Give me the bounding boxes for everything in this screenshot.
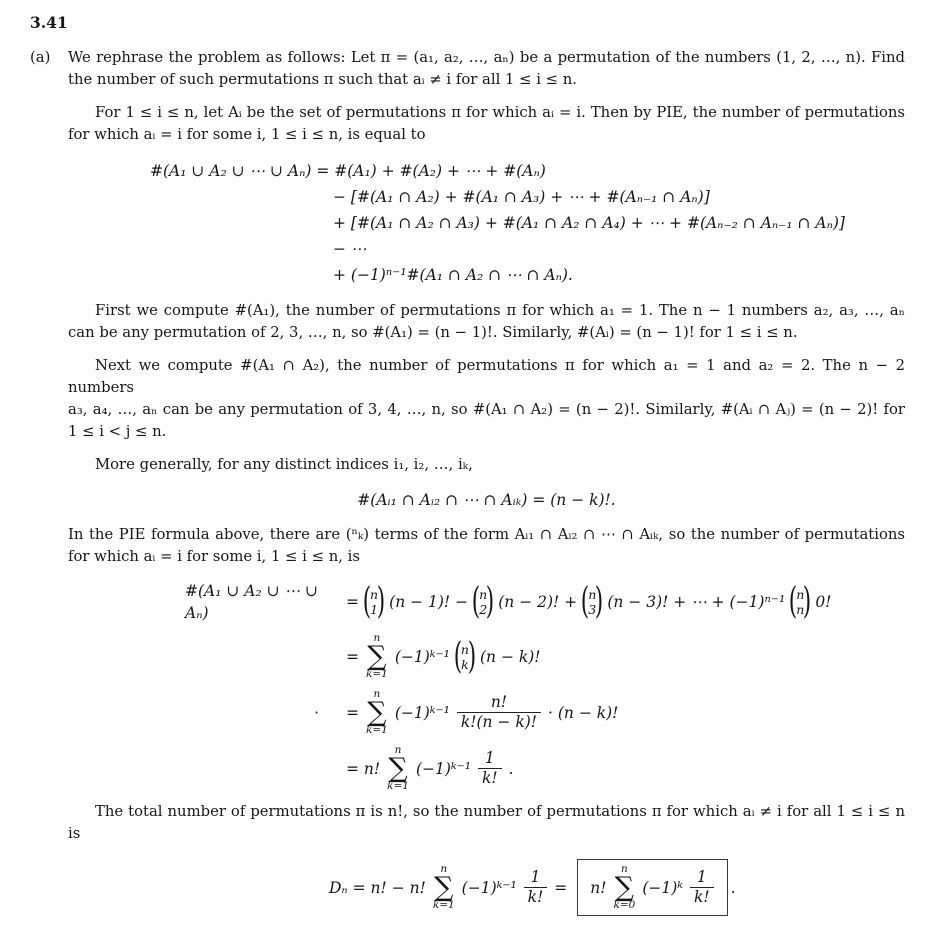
text-line: In the PIE formula above, there are (ⁿₖ) terms of the form Aᵢ₁ ∩ Aᵢ₂ ∩ ⋯ ∩ Aᵢₖ, so the number of permutations [68, 526, 905, 543]
fraction-numerator: 1 [530, 868, 541, 886]
fraction [524, 868, 548, 907]
eq-line: − [#(A₁ ∩ A₂) + #(A₁ ∩ A₃) + ⋯ + #(Aₙ₋₁ ∩ Aₙ)] [333, 188, 710, 206]
sigma-symbol: ∑ [434, 872, 454, 903]
text-line: For 1 ≤ i ≤ n, let Aᵢ be the set of permutations π for which aᵢ = i. Then by PIE, the number of permutations [95, 104, 905, 121]
boxed-answer [577, 859, 727, 916]
text-line: for which aᵢ = i for some i, 1 ≤ i ≤ n, is [68, 548, 360, 565]
binom-top: n [588, 587, 597, 602]
text-line: is [68, 825, 81, 842]
close-paren: ) [486, 581, 495, 622]
eq-term: (−1)ᵏ⁻¹ [394, 647, 450, 666]
fraction-denominator: k! [478, 768, 502, 788]
paragraph-setup [68, 102, 905, 146]
equals-sign: = [346, 593, 359, 611]
paragraph-intro [68, 47, 905, 91]
text-line: First we compute #(A₁), the number of permutations π for which a₁ = 1. The n − 1 numbers a₂, a₃, …, aₙ [95, 302, 905, 319]
paragraph-next-compute [68, 355, 905, 443]
binom-top: n [479, 587, 488, 602]
sum-upper-limit: n [394, 744, 402, 756]
solution-part-a [30, 47, 905, 916]
eq-term: (−1)ᵏ⁻¹ [394, 703, 450, 722]
eq-term: (−1)ᵏ [642, 878, 683, 897]
text-line: The total number of permutations π is n!, so the number of permutations π for which aᵢ ≠ i for all 1 ≤ i ≤ n [95, 803, 905, 820]
eq-row-sum-binomial [185, 633, 905, 680]
eq-term: . [508, 759, 514, 778]
eq-term: (n − 3)! + ⋯ + (−1)ⁿ⁻¹ [607, 593, 786, 611]
binom-bottom: k [461, 656, 469, 672]
open-paren: ( [362, 581, 372, 622]
display-eq-union-sum [185, 580, 905, 792]
sum-lower-limit: k=1 [432, 899, 455, 911]
sum-upper-limit: n [373, 688, 381, 700]
eq-term: n! [590, 878, 607, 897]
text-line: the number of such permutations π such that aᵢ ≠ i for all 1 ≤ i ≤ n. [68, 71, 578, 88]
eq-lhs: Dₙ = n! − n! [329, 878, 426, 897]
fraction-denominator: k!(n − k)! [457, 712, 541, 732]
eq-line: − ⋯ [333, 240, 367, 258]
text-line: a₃, a₄, …, aₙ can be any permutation of 3, 4, …, n, so #(A₁ ∩ A₂) = (n − 2)!. Similarly, #(Aᵢ ∩ Aⱼ) = (n − 2)! for [68, 401, 905, 418]
binom-top: n [460, 641, 469, 657]
close-paren: ) [376, 581, 386, 622]
open-paren: ( [471, 581, 481, 622]
open-paren: ( [788, 581, 798, 622]
text-line: can be any permutation of 2, 3, …, n, so #(A₁) = (n − 1)!. Similarly, #(Aᵢ) = (n − 1)! for 1 ≤ i ≤ n. [68, 324, 798, 341]
sum-lower-limit: k=1 [366, 724, 388, 736]
binomial-coefficient [471, 581, 495, 622]
binom-bottom: n [796, 602, 805, 617]
summation [366, 689, 388, 736]
eq-term: (−1)ᵏ⁻¹ [461, 878, 517, 897]
binomial-coefficient [580, 581, 604, 622]
eq-row-binomials [185, 580, 905, 624]
text-line: Next we compute #(A₁ ∩ A₂), the number of permutations π for which a₁ = 1 and a₂ = 2. The n − 2 numbers [68, 357, 905, 396]
eq-row-factored [185, 745, 905, 792]
sum-lower-limit: k=1 [366, 668, 388, 680]
fraction [478, 749, 502, 788]
binom-top: n [796, 587, 805, 602]
eq-term: 0! [815, 593, 832, 611]
fraction-numerator: 1 [484, 749, 495, 767]
fraction [690, 868, 714, 907]
open-paren: ( [453, 635, 463, 677]
binomial-coefficient [362, 581, 386, 622]
text-line: for which aᵢ = i for some i, 1 ≤ i ≤ n, is equal to [68, 126, 426, 143]
eq-line: #(A₁ ∪ A₂ ∪ ⋯ ∪ Aₙ) = #(A₁) + #(A₂) + ⋯ + #(Aₙ) [150, 162, 546, 180]
sum-upper-limit: n [621, 863, 628, 875]
eq-line: + (−1)ⁿ⁻¹#(A₁ ∩ A₂ ∩ ⋯ ∩ Aₙ). [333, 266, 573, 284]
binomial-coefficient [788, 581, 812, 622]
sum-lower-limit: k=0 [613, 899, 636, 911]
paragraph-more-generally [68, 454, 905, 476]
display-eq-intersection: #(Aᵢ₁ ∩ Aᵢ₂ ∩ ⋯ ∩ Aᵢₖ) = (n − k)!. [357, 491, 616, 509]
sigma-symbol: ∑ [367, 697, 387, 728]
paragraph-pie-count [68, 524, 905, 568]
equals-sign: = n! [346, 759, 381, 778]
fraction-denominator: k! [690, 887, 714, 907]
fraction-denominator: k! [524, 887, 548, 907]
sigma-symbol: ∑ [614, 872, 635, 903]
equals-sign: = [554, 878, 568, 897]
part-body [68, 47, 905, 916]
sum-upper-limit: n [440, 863, 448, 875]
fraction-numerator: 1 [696, 868, 707, 886]
close-paren: ) [595, 581, 604, 622]
display-eq-pie-expansion [150, 158, 905, 288]
eq-lhs: #(A₁ ∪ A₂ ∪ ⋯ ∪ Aₙ) [185, 582, 318, 622]
text-line: 1 ≤ i < j ≤ n. [68, 423, 167, 440]
summation [433, 864, 455, 911]
binom-top: n [370, 587, 379, 602]
eq-term: · (n − k)! [548, 703, 619, 722]
summation [614, 864, 636, 911]
paragraph-first-compute [68, 300, 905, 344]
binomial-coefficient [453, 635, 477, 677]
text-line: More generally, for any distinct indices i₁, i₂, …, iₖ, [95, 456, 473, 473]
display-eq-derangement [326, 859, 905, 916]
binom-bottom: 3 [588, 602, 597, 617]
part-label: (a) [30, 49, 51, 66]
summation [387, 745, 409, 792]
open-paren: ( [580, 581, 590, 622]
paragraph-total [68, 801, 905, 845]
sum-upper-limit: n [373, 632, 381, 644]
binom-bottom: 2 [479, 602, 488, 617]
sigma-symbol: ∑ [367, 641, 387, 672]
eq-row-sum-fraction [185, 689, 905, 736]
eq-term: (−1)ᵏ⁻¹ [415, 759, 471, 778]
period: . [730, 878, 736, 897]
text-line: We rephrase the problem as follows: Let π = (a₁, a₂, …, aₙ) be a permutation of the numbers (1, 2, …, n). Find [68, 49, 905, 66]
stray-dot: · [314, 703, 319, 722]
summation [366, 633, 388, 680]
problem-number: 3.41 [30, 13, 68, 32]
close-paren: ) [803, 581, 812, 622]
eq-line: + [#(A₁ ∩ A₂ ∩ A₃) + #(A₁ ∩ A₂ ∩ A₄) + ⋯ + #(Aₙ₋₂ ∩ Aₙ₋₁ ∩ Aₙ)] [333, 214, 845, 232]
eq-term: (n − 1)! − [389, 593, 469, 611]
equals-sign: = [346, 703, 359, 722]
eq-term: (n − 2)! + [498, 593, 578, 611]
fraction-numerator: n! [490, 693, 508, 711]
sigma-symbol: ∑ [388, 753, 408, 784]
close-paren: ) [467, 635, 477, 677]
binom-bottom: 1 [370, 602, 379, 617]
fraction [457, 693, 541, 732]
eq-term: (n − k)! [480, 647, 541, 666]
sum-lower-limit: k=1 [387, 780, 409, 792]
equals-sign: = [346, 647, 359, 666]
